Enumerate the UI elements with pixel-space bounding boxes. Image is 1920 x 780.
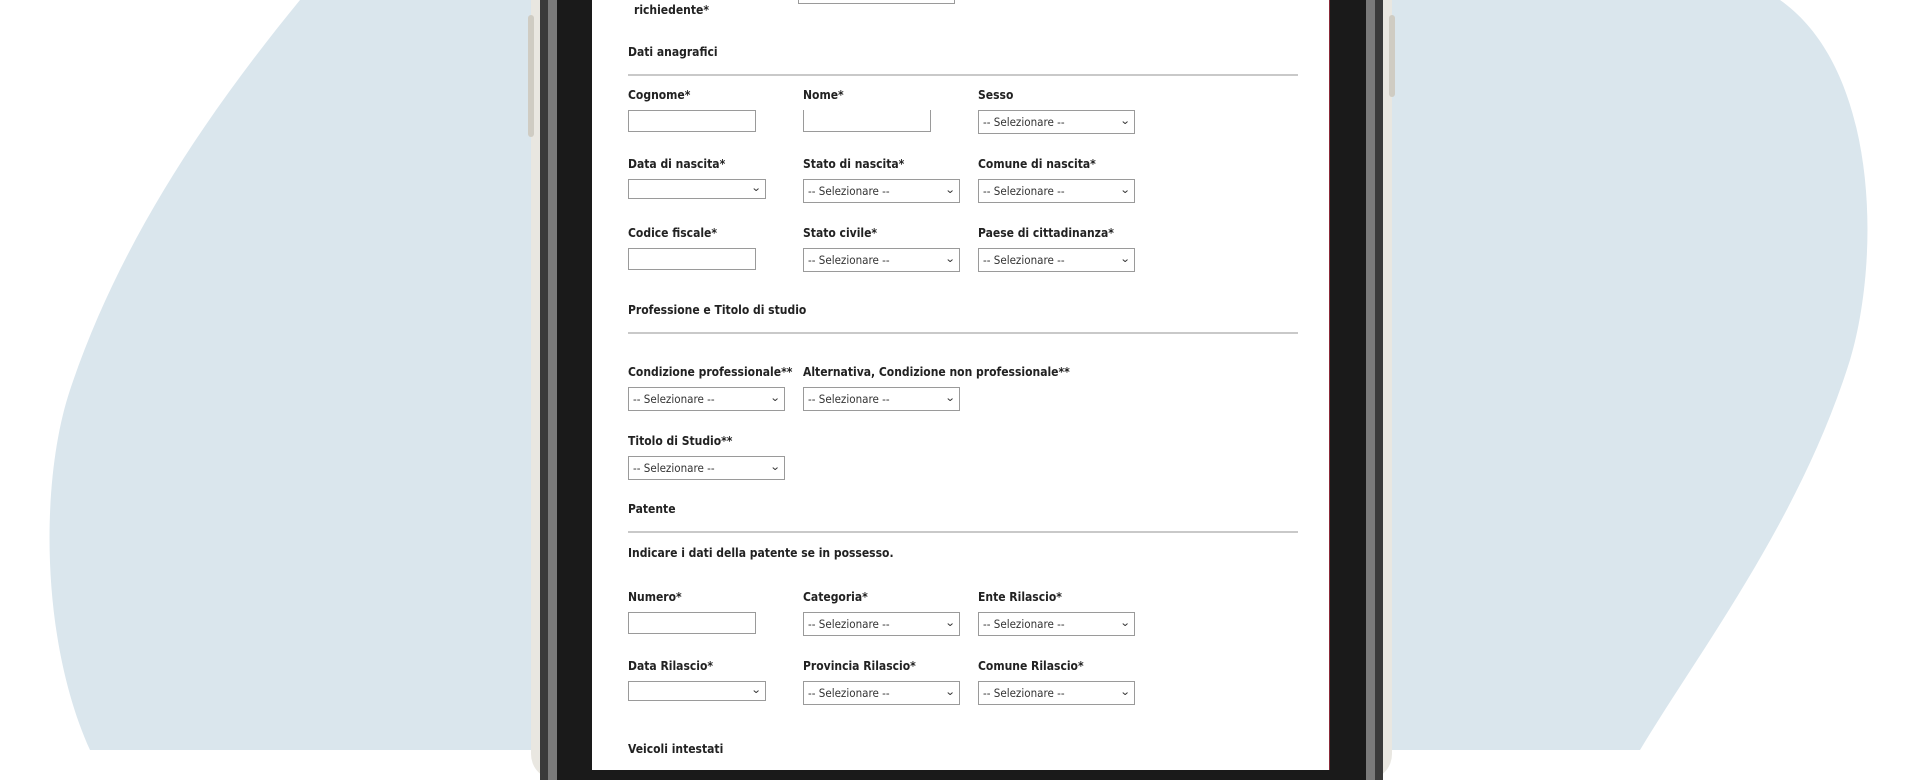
phone-side-button	[528, 15, 534, 137]
select-value: -- Selezionare --	[808, 686, 890, 700]
chevron-down-icon: ⌄	[769, 391, 781, 404]
numero-label: Numero*	[628, 590, 682, 604]
select-value: -- Selezionare --	[633, 392, 715, 406]
condizione-professionale-select[interactable]	[628, 387, 785, 411]
ente-rilascio-label: Ente Rilascio*	[978, 590, 1062, 604]
data-rilascio-label: Data Rilascio*	[628, 659, 714, 673]
data-nascita-select[interactable]	[628, 179, 766, 199]
stato-nascita-select[interactable]	[803, 179, 960, 203]
condizione-non-professionale-select[interactable]	[803, 387, 960, 411]
select-value: -- Selezionare --	[808, 253, 890, 267]
select-value: -- Selezionare --	[808, 184, 890, 198]
cognome-label: Cognome*	[628, 88, 691, 102]
section-divider	[628, 531, 1298, 533]
select-value: -- Selezionare --	[983, 115, 1065, 129]
cognome-input[interactable]	[628, 110, 756, 132]
select-value: -- Selezionare --	[633, 461, 715, 475]
section-title-patente: Patente	[628, 502, 676, 516]
section-title-veicoli: Veicoli intestati	[628, 742, 724, 756]
condizione-professionale-label: Condizione professionale**	[628, 365, 793, 379]
select-value: -- Selezionare --	[808, 392, 890, 406]
data-rilascio-select[interactable]	[628, 681, 766, 701]
rapporto-parentela-select[interactable]	[798, 0, 955, 4]
select-value: -- Selezionare --	[983, 686, 1065, 700]
paese-cittadinanza-label: Paese di cittadinanza*	[978, 226, 1114, 240]
rapporto-parentela-label-line2: richiedente*	[634, 3, 709, 17]
comune-nascita-select[interactable]	[978, 179, 1135, 203]
chevron-down-icon: ⌄	[750, 683, 762, 696]
nome-label: Nome*	[803, 88, 844, 102]
stato-civile-select[interactable]	[803, 248, 960, 272]
select-value: -- Selezionare --	[808, 617, 890, 631]
stato-nascita-label: Stato di nascita*	[803, 157, 905, 171]
categoria-select[interactable]	[803, 612, 960, 636]
chevron-down-icon: ⌄	[944, 685, 956, 698]
section-divider	[628, 74, 1298, 76]
comune-rilascio-select[interactable]	[978, 681, 1135, 705]
section-divider	[628, 332, 1298, 334]
comune-nascita-label: Comune di nascita*	[978, 157, 1096, 171]
select-value: -- Selezionare --	[983, 184, 1065, 198]
chevron-down-icon: ⌄	[1119, 183, 1131, 196]
categoria-label: Categoria*	[803, 590, 868, 604]
sesso-select[interactable]	[978, 110, 1135, 134]
phone-side-button-right	[1389, 15, 1395, 97]
chevron-down-icon: ⌄	[1119, 114, 1131, 127]
chevron-down-icon: ⌄	[944, 252, 956, 265]
patente-note: Indicare i dati della patente se in possesso.	[628, 546, 894, 560]
titolo-studio-select[interactable]	[628, 456, 785, 480]
chevron-down-icon: ⌄	[944, 183, 956, 196]
chevron-down-icon: ⌄	[1119, 616, 1131, 629]
codice-fiscale-input[interactable]	[628, 248, 756, 270]
comune-rilascio-label: Comune Rilascio*	[978, 659, 1084, 673]
chevron-down-icon: ⌄	[1119, 685, 1131, 698]
chevron-down-icon: ⌄	[944, 616, 956, 629]
stato-civile-label: Stato civile*	[803, 226, 878, 240]
numero-input[interactable]	[628, 612, 756, 634]
provincia-rilascio-select[interactable]	[803, 681, 960, 705]
chevron-down-icon: ⌄	[944, 391, 956, 404]
sesso-label: Sesso	[978, 88, 1014, 102]
nome-input[interactable]	[803, 110, 931, 132]
select-value: -- Selezionare --	[983, 253, 1065, 267]
section-title-professione: Professione e Titolo di studio	[628, 303, 807, 317]
chevron-down-icon: ⌄	[1119, 252, 1131, 265]
section-title-dati-anagrafici: Dati anagrafici	[628, 45, 718, 59]
select-value: -- Selezionare --	[983, 617, 1065, 631]
condizione-non-professionale-label: Alternativa, Condizione non professionale**	[803, 365, 1070, 379]
paese-cittadinanza-select[interactable]	[978, 248, 1135, 272]
titolo-studio-label: Titolo di Studio**	[628, 434, 733, 448]
ente-rilascio-select[interactable]	[978, 612, 1135, 636]
codice-fiscale-label: Codice fiscale*	[628, 226, 718, 240]
provincia-rilascio-label: Provincia Rilascio*	[803, 659, 916, 673]
data-nascita-label: Data di nascita*	[628, 157, 726, 171]
phone-screen	[592, 0, 1330, 770]
chevron-down-icon: ⌄	[769, 460, 781, 473]
chevron-down-icon: ⌄	[750, 181, 762, 194]
